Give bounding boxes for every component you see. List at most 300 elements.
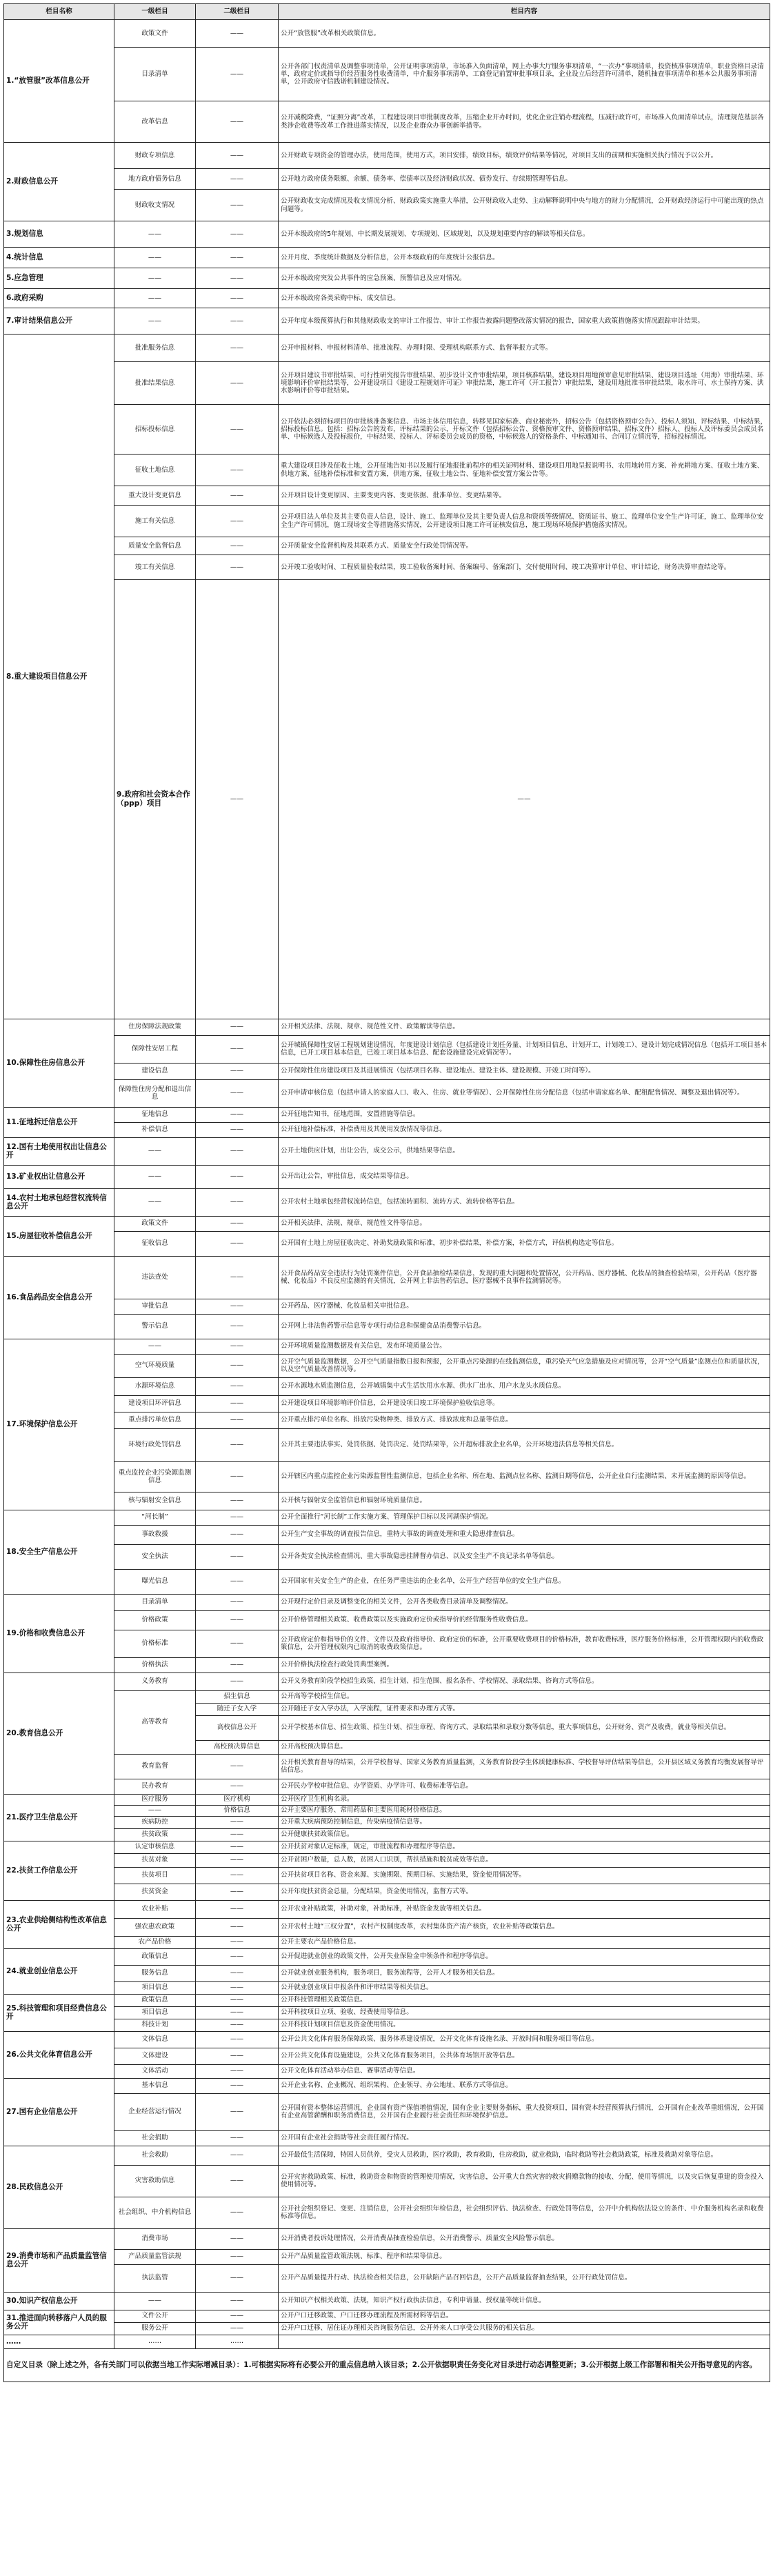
category-cell: 11.征地拆迁信息公开 <box>4 1107 114 1137</box>
table-row <box>4 2064 770 2078</box>
category-cell: 30.知识产权信息公开 <box>4 2292 114 2310</box>
table-row <box>4 1314 770 1339</box>
level2-cell: —— <box>196 2019 279 2031</box>
level2-cell: —— <box>196 1918 279 1936</box>
table-row <box>4 2019 770 2031</box>
level2-cell: —— <box>196 20 279 48</box>
level2-cell: —— <box>196 1610 279 1630</box>
table-row <box>4 1428 770 1461</box>
table-row <box>4 1610 770 1630</box>
content-cell: 公开重大疾病预防控制信息，传染病疫情信息等。 <box>279 1816 770 1828</box>
table-row <box>4 2310 770 2322</box>
level2-cell: —— <box>196 405 279 455</box>
level1-cell: 水源环境信息 <box>114 1377 196 1395</box>
level1-cell: 招标投标信息 <box>114 405 196 455</box>
category-cell: 3.规划信息 <box>4 221 114 248</box>
level1-cell: 审批信息 <box>114 1299 196 1314</box>
content-cell: 公开扶贫项目名称、资金来源、实施期限、预期目标、实施结果，资金使用情况等。 <box>279 1867 770 1884</box>
level1-cell: —— <box>114 221 196 248</box>
content-cell: 公开健康扶贫政策信息。 <box>279 1828 770 1841</box>
level1-cell: —— <box>114 1339 196 1354</box>
content-cell: 公开农村土地“三权分置”，农村产权制度改革，农村集体资产清产核资，农业补贴等政策信息。 <box>279 1918 770 1936</box>
level2-cell: —— <box>196 1035 279 1063</box>
custom-catalog-note: 自定义目录（除上述之外，各有关部门可以依据当地工作实际增减目录）：1.可根据实际将有必要公开的重点信息纳入该目录；2.公开依据职责任务变化对目录进行动态调整更新；3.公开根据上级工作部署和相关公开指导意见的内容。 <box>4 2348 770 2382</box>
level2-cell: —— <box>196 2048 279 2064</box>
content-cell: 公开主要农产品价格信息。 <box>279 1936 770 1948</box>
category-cell: 1.“放管服”改革信息公开 <box>4 20 114 143</box>
table-row <box>4 1853 770 1867</box>
level2-cell: —— <box>196 1900 279 1918</box>
content-cell: 公开核与辐射安全监管信息和辐射环境质量信息。 <box>279 1492 770 1510</box>
content-cell: 公开科技计划项目信息及资金使用情况。 <box>279 2019 770 2031</box>
content-cell: 公开最低生活保障，特困人员供养，受灾人员救助，医疗救助，教育救助，住房救助，就业救助，临时救助等社会救助政策，标准及救助对象等信息。 <box>279 2146 770 2165</box>
table-row <box>4 2197 770 2228</box>
level1-cell: 文体活动 <box>114 2064 196 2078</box>
level1-cell: 核与辐射安全信息 <box>114 1492 196 1510</box>
content-cell: 公开扶贫对象认定标准，规定，审批流程和办理程序等信息。 <box>279 1841 770 1853</box>
category-cell: 21.医疗卫生信息公开 <box>4 1794 114 1841</box>
category-cell: 9.政府和社会资本合作（ppp）项目 <box>114 580 196 1019</box>
level2-cell: —— <box>196 2310 279 2322</box>
level1-cell: 产品质量监管法规 <box>114 2249 196 2264</box>
table-row <box>4 2006 770 2019</box>
table-row <box>4 1794 770 1805</box>
content-cell: 公开“放管服”改革相关政策信息。 <box>279 20 770 48</box>
level2-cell: —— <box>279 580 770 1019</box>
content-cell: 公开药品、医疗器械、化妆品相关审批信息。 <box>279 1299 770 1314</box>
content-cell: 公开全面推行“河长制”工作实施方案、管理保护目标以及河湖保护情况。 <box>279 1510 770 1525</box>
category-cell: 16.食品药品安全信息公开 <box>4 1256 114 1339</box>
content-cell: 公开项目法人单位及其主要负责人信息，设计、施工、监理单位及其主要负责人信息和资质等级情况、资质证书、施工、监理单位安全生产许可证，施工、监理单位安全生产许可情况，施工现场安全等措施落实情况，公开建设项目施工许可证核发信息，施工现场环境保护措施落实情况。 <box>279 506 770 537</box>
table-row <box>4 1231 770 1256</box>
content-cell: 公开灾害救助政策、标准，救助资金和物资的管理使用情况，灾害信息，公开重大自然灾害的救灾捐赠款物的接收、分配、使用等情况，以及灾后恢复重建的资金投入使用情况等。 <box>279 2165 770 2197</box>
level2-cell: —— <box>196 1395 279 1412</box>
table-row <box>4 1354 770 1377</box>
level1-cell: 价格政策 <box>114 1610 196 1630</box>
level2-cell: —— <box>196 1569 279 1594</box>
table-row <box>4 1828 770 1841</box>
level1-cell: 价格执法 <box>114 1657 196 1673</box>
content-cell: 公开农村土地承包经营权流转信息，包括流转面积、流转方式、流转价格等信息。 <box>279 1188 770 1216</box>
category-cell: 29.消费市场和产品质量监管信息公开 <box>4 2228 114 2292</box>
table-row <box>4 1779 770 1794</box>
content-cell: 公开消费者投诉处理情况，公开消费品抽查检验信息，公开消费警示、质量安全风险警示信息。 <box>279 2228 770 2249</box>
content-cell: 公开国有土地上房屋征收决定、补助奖励政策和标准，初步补偿结果，补偿方案，补偿方式，评估机构选定等信息。 <box>279 1231 770 1256</box>
level2-cell: —— <box>196 486 279 506</box>
category-cell: 20.教育信息公开 <box>4 1673 114 1794</box>
content-cell: 公开年度扶贫资金总量，分配结果，资金使用情况，监督方式等。 <box>279 1884 770 1900</box>
content-cell: 公开城镇保障性安居工程规划建设情况、年度建设计划信息（包括建设计划任务量、计划项目信息、计划开工、计划竣工）、建设计划完成情况信息（包括开工项目基本信息，已开工项目基本信息，已竣工项目基本信息、配套设施建设完成情况等）。 <box>279 1035 770 1063</box>
level2-cell: 招生信息 <box>196 1690 279 1703</box>
level1-cell: 地方政府债务信息 <box>114 169 196 190</box>
category-cell: 5.应急管理 <box>4 268 114 289</box>
table-row <box>4 1981 770 1994</box>
level2-cell: —— <box>196 1828 279 1841</box>
level1-cell: 建设信息 <box>114 1063 196 1079</box>
category-cell: 26.公共文化体育信息公开 <box>4 2031 114 2078</box>
table-row <box>4 506 770 537</box>
content-cell: 重大建设项目涉及征收土地，公开征地告知书以及履行征地报批前程序的相关证明材料、建设项目用地呈报说明书、农用地转用方案、补充耕地方案、征收土地方案、供地方案、征地补偿标准和安置方案，供地方案，征收土地公告、征地补偿安置方案公告等。 <box>279 455 770 486</box>
column-header-name: 栏目名称 <box>4 4 114 20</box>
table-row <box>4 1216 770 1231</box>
level2-cell: —— <box>196 2031 279 2048</box>
category-cell: 2.财政信息公开 <box>4 143 114 221</box>
content-cell: 公开医疗卫生机构名录。 <box>279 1794 770 1805</box>
level2-cell: —— <box>196 506 279 537</box>
level2-cell: —— <box>196 2078 279 2093</box>
level1-cell: 扶贫对象 <box>114 1853 196 1867</box>
content-cell: 公开政府定价和指导价的文件、文件以及政府指导价、政府定价的标准，公开重要收费项目的价格标准，教育收费标准，医疗服务价格标准，公开管理权限内的收费政策信息，公开管理权限内已取消的收费政策信息。 <box>279 1630 770 1657</box>
table-row <box>4 1594 770 1610</box>
table-row <box>4 537 770 555</box>
table-row <box>4 1884 770 1900</box>
level2-cell: —— <box>196 1339 279 1354</box>
category-cell: 23.农业供给侧结构性改革信息公开 <box>4 1900 114 1948</box>
table-row <box>4 1918 770 1936</box>
level2-cell: —— <box>196 289 279 308</box>
level2-cell: —— <box>196 1981 279 1994</box>
table-row <box>4 308 770 335</box>
content-cell: 公开农业补贴政策，补助对象，补助标准，补贴资金发放等相关信息。 <box>279 1900 770 1918</box>
level1-cell: …… <box>114 2335 196 2348</box>
level1-cell: 重大设计变更信息 <box>114 486 196 506</box>
level2-cell: —— <box>196 248 279 268</box>
content-cell: 公开贫困户数量，总人数，贫困人口识别，帮扶措施和脱贫成效等信息。 <box>279 1853 770 1867</box>
content-cell: 公开企业名称、企业概况、组织架构、企业领导、办公地址、联系方式等信息。 <box>279 2078 770 2093</box>
content-cell: 公开环境质量监测数据及有关信息，发布环境质量公告。 <box>279 1339 770 1354</box>
table-row <box>4 580 770 1019</box>
level2-cell: —— <box>196 143 279 169</box>
content-cell: 公开价格管理相关政策、收费政策以及实施政府定价或指导价的经营服务性收费信息。 <box>279 1610 770 1630</box>
table-row <box>4 1965 770 1981</box>
table-row <box>4 1339 770 1354</box>
level1-cell: 竣工有关信息 <box>114 555 196 580</box>
level2-cell: —— <box>196 1122 279 1137</box>
level1-cell: 征收信息 <box>114 1231 196 1256</box>
table-row <box>4 1035 770 1063</box>
level2-cell: —— <box>196 1657 279 1673</box>
content-cell: 公开辖区内重点监控企业污染源监督性监测信息，包括企业名称、所在地、监测点位名称、监测日期等信息，公开企业自行监测结果、未开展监测的原因等信息。 <box>279 1461 770 1492</box>
table-row <box>4 1657 770 1673</box>
level1-cell: 服务信息 <box>114 1965 196 1981</box>
level1-cell: 灾害救助信息 <box>114 2165 196 2197</box>
level2-cell: —— <box>196 1936 279 1948</box>
custom-catalog-row <box>4 2348 770 2382</box>
content-cell: 公开现行定价目录及调整变化的相关文件，公开各类收费目录清单及调整情况。 <box>279 1594 770 1610</box>
table-row <box>4 2264 770 2292</box>
table-row <box>4 1107 770 1122</box>
content-cell: 公开重点排污单位名称、排放污染物种类、排放方式、排放浓度和总量等信息。 <box>279 1412 770 1428</box>
content-cell: 公开生产安全事故的调查报告信息，重特大事故的调查处理和重大隐患排查信息。 <box>279 1525 770 1544</box>
content-cell: 公开产品质量提升行动、执法检查相关信息，公开缺陷产品召回信息，公开产品质量监督抽查结果，公开行政处罚信息。 <box>279 2264 770 2292</box>
level2-cell: —— <box>196 1461 279 1492</box>
content-cell: 公开水源地水质监测信息，公开城镇集中式生活饮用水水源、供水厂出水、用户水龙头水质信息。 <box>279 1377 770 1395</box>
level1-cell: 事故救援 <box>114 1525 196 1544</box>
level1-cell: 文件公开 <box>114 2310 196 2322</box>
table-row <box>4 362 770 405</box>
level2-cell: —— <box>196 1377 279 1395</box>
table-row <box>4 1412 770 1428</box>
category-cell: 25.科技管理和项目经费信息公开 <box>4 1994 114 2031</box>
category-cell: 6.政府采购 <box>4 289 114 308</box>
content-cell: 公开相关法律、法规、规章、规范性文件等信息。 <box>279 1216 770 1231</box>
level1-cell: 民办教育 <box>114 1779 196 1794</box>
table-row <box>4 1630 770 1657</box>
level1-cell: 财政专项信息 <box>114 143 196 169</box>
table-row <box>4 1900 770 1918</box>
level1-cell: —— <box>114 2292 196 2310</box>
category-cell: …… <box>4 2335 114 2348</box>
level2-cell: —— <box>196 1063 279 1079</box>
content-cell: 公开地方政府债务限额、余额、债务率、偿债率以及经济财政状况、债券发行、存续期管理等信息。 <box>279 169 770 190</box>
level1-cell: —— <box>114 248 196 268</box>
level1-cell: 保障性住房分配和退出信息 <box>114 1079 196 1107</box>
level1-cell: 项目信息 <box>114 2006 196 2019</box>
level1-cell: 社会救助 <box>114 2146 196 2165</box>
content-cell: 公开民办学校审批信息、办学资质、办学许可、收费标准等信息。 <box>279 1779 770 1794</box>
level2-cell: —— <box>196 1492 279 1510</box>
content-cell: 公开出让公告，审批信息，成交结果等信息。 <box>279 1165 770 1188</box>
category-cell: 24.就业创业信息公开 <box>4 1948 114 1994</box>
level2-cell: —— <box>196 1079 279 1107</box>
content-cell: 公开相关法律、法规、规章、规范性文件、政策解读等信息。 <box>279 1019 770 1035</box>
content-cell: 公开产品质量监管政策法规、标准、程序和结果等信息。 <box>279 2249 770 2264</box>
content-cell: 公开公共文化体育设施建设，公共文化体育服务项目，公共体育场馆开放等信息。 <box>279 2048 770 2064</box>
level2-cell: —— <box>196 1412 279 1428</box>
category-cell: 17.环境保护信息公开 <box>4 1339 114 1510</box>
table-row <box>4 101 770 143</box>
table-row <box>4 1299 770 1314</box>
table-row <box>4 1461 770 1492</box>
table-row <box>4 1256 770 1299</box>
level1-cell: —— <box>114 268 196 289</box>
level1-cell: —— <box>114 308 196 335</box>
table-row <box>4 48 770 101</box>
table-row <box>4 2249 770 2264</box>
level1-cell: 农产品价格 <box>114 1936 196 1948</box>
level1-cell: 空气环境质量 <box>114 1354 196 1377</box>
level2-cell: —— <box>196 268 279 289</box>
level2-cell: —— <box>196 2264 279 2292</box>
category-cell: 7.审计结果信息公开 <box>4 308 114 335</box>
category-cell: 10.保障性住房信息公开 <box>4 1019 114 1107</box>
level1-cell: 政策信息 <box>114 1994 196 2006</box>
level2-cell: 医疗机构 <box>196 1794 279 1805</box>
content-cell: 公开年度本级预算执行和其他财政收支的审计工作报告、审计工作报告披露问题整改落实情况的报告，国家重大政策措施落实情况跟踪审计结果。 <box>279 308 770 335</box>
level2-cell: —— <box>196 48 279 101</box>
level2-cell: —— <box>196 1754 279 1779</box>
level2-cell: —— <box>196 455 279 486</box>
level1-cell: 曝光信息 <box>114 1569 196 1594</box>
level2-cell: —— <box>196 1841 279 1853</box>
level1-cell: 质量安全监督信息 <box>114 537 196 555</box>
level1-cell: 教育监督 <box>114 1754 196 1779</box>
level1-cell: —— <box>114 1188 196 1216</box>
level1-cell: —— <box>114 1805 196 1816</box>
level2-cell: —— <box>196 2130 279 2146</box>
content-cell: 公开户口迁移政策、户口迁移办理流程及所需材料等信息。 <box>279 2310 770 2322</box>
table-row <box>4 1569 770 1594</box>
level2-cell: —— <box>196 1630 279 1657</box>
content-cell: 公开学校基本信息、招生政策、招生计划、招生章程、咨询方式、录取结果和录取分数等信息，重大事项信息，公开财务、资产及收费，就业等相关信息。 <box>279 1715 770 1740</box>
level1-cell: 价格标准 <box>114 1630 196 1657</box>
level1-cell: 批准结果信息 <box>114 362 196 405</box>
content-cell: 公开主要医疗服务、常用药品和主要医用耗材价格信息。 <box>279 1805 770 1816</box>
level1-cell: 疾病防控 <box>114 1816 196 1828</box>
level1-cell: 重点监控企业污染源监测信息 <box>114 1461 196 1492</box>
content-cell: 公开相关教育督导的结果，公开学校督导、国家义务教育质量监测，义务教育阶段学生体质健康标准、学校督导评估结果等信息，公开县区域义务教育均衡发展督导评估信息。 <box>279 1754 770 1779</box>
table-row <box>4 2335 770 2348</box>
table-row <box>4 1690 770 1703</box>
level2-cell: —— <box>196 2064 279 2078</box>
content-cell: 公开高等学校招生信息。 <box>279 1690 770 1703</box>
content-cell: 公开价格执法检查行政处罚典型案例。 <box>279 1657 770 1673</box>
level1-cell: —— <box>114 1137 196 1165</box>
content-cell: 公开本级政府各类采购中标、成交信息。 <box>279 289 770 308</box>
content-cell: 公开竣工验收时间、工程质量验收结果，竣工验收备案时间、备案编号、备案部门，交付使用时间、竣工决算审计单位、审计结论，财务决算审查结论等。 <box>279 555 770 580</box>
level2-cell: —— <box>196 1165 279 1188</box>
category-cell: 15.房屋征收补偿信息公开 <box>4 1216 114 1256</box>
level2-cell: —— <box>196 1544 279 1569</box>
level2-cell: —— <box>196 308 279 335</box>
level2-cell: —— <box>196 1884 279 1900</box>
table-row <box>4 143 770 169</box>
level2-cell: —— <box>196 1853 279 1867</box>
level2-cell: —— <box>196 1867 279 1884</box>
level2-cell: —— <box>196 1428 279 1461</box>
table-row <box>4 2322 770 2335</box>
level1-cell: 征地信息 <box>114 1107 196 1122</box>
table-row <box>4 1510 770 1525</box>
content-cell: 公开科技管理相关政策信息。 <box>279 1994 770 2006</box>
content-cell: 公开征地补偿标准，补偿费用及其使用发放情况等信息。 <box>279 1122 770 1137</box>
level2-cell: —— <box>196 1525 279 1544</box>
level2-cell: —— <box>196 1299 279 1314</box>
level2-cell: —— <box>196 1948 279 1965</box>
level1-cell: —— <box>114 289 196 308</box>
table-row <box>4 1019 770 1035</box>
level2-cell: —— <box>196 2006 279 2019</box>
table-row <box>4 169 770 190</box>
category-cell: 28.民政信息公开 <box>4 2146 114 2228</box>
content-cell: 公开随迁子女入学办法，入学流程，证件要求和办理方式等。 <box>279 1703 770 1715</box>
content-cell: 公开项目设计变更原因、主要变更内容、变更依据、批准单位、变更结果等。 <box>279 486 770 506</box>
table-row <box>4 1525 770 1544</box>
level2-cell: —— <box>196 2292 279 2310</box>
table-row <box>4 248 770 268</box>
table-row <box>4 2130 770 2146</box>
table-row <box>4 486 770 506</box>
content-cell: 公开国有资本整体运营情况，企业国有资产保值增值情况，国有企业主要财务指标，重大投资项目，国有资本经营预算执行情况，公开国有企业改革重组情况，公开国有企业高管薪酬和职务消费信息，公开国有企业履行社会责任和环境保护信息。 <box>279 2093 770 2130</box>
content-cell: 公开保障性住房建设项目及其进展情况（包括项目名称、建设地点、建设主体、建设规模、开竣工时间等）。 <box>279 1063 770 1079</box>
content-cell <box>279 2335 770 2348</box>
content-cell: 公开科技项目立项、验收、经费使用等信息。 <box>279 2006 770 2019</box>
level1-cell: 政策信息 <box>114 1948 196 1965</box>
content-cell: 公开月度、季度统计数据及分析信息，公开本级政府的年度统计公报信息。 <box>279 248 770 268</box>
level1-cell: 扶贫项目 <box>114 1867 196 1884</box>
content-cell: 公开依法必须招标项目的审批核准备案信息、市场主体信用信息，转移见国家标准、商业秘密外，招标公告（包括资格预审公告）、投标人须知、评标结果、中标结果，招标投标信息。包括：招标公告的发布，评标结果的公示，开标文件（包括招标公告、资格预审文件、资格预审结果、招标文件）招标人、投标人及评标委员会成员名单、中标候选人及投标报价，中标结果、投标人、评标委员会成员的资格，中标候选人的资格条件、中标通知书、合同订立情况等，招标投标情况。 <box>279 405 770 455</box>
level2-cell: —— <box>196 221 279 248</box>
table-row <box>4 335 770 362</box>
content-cell: 公开建设项目环境影响评价信息，公开建设项目竣工环境保护验收信息等。 <box>279 1395 770 1412</box>
level1-cell: 住房保障法规政策 <box>114 1019 196 1035</box>
table-row <box>4 455 770 486</box>
level2-cell: —— <box>196 1510 279 1525</box>
level1-cell: 项目信息 <box>114 1981 196 1994</box>
table-row <box>4 1816 770 1828</box>
level1-cell: 保障性安居工程 <box>114 1035 196 1063</box>
level1-cell: 建设项目环评信息 <box>114 1395 196 1412</box>
content-cell: 公开申请审核信息（包括申请人的家庭人口、收入、住房、就业等情况）、公开保障性住房分配信息（包括申请家庭名单、配租配售情况、调整及退出情况等）。 <box>279 1079 770 1107</box>
table-row <box>4 2165 770 2197</box>
content-cell: 公开国有企业社会捐助等社会责任履行情况。 <box>279 2130 770 2146</box>
level2-cell: —— <box>196 1019 279 1035</box>
table-row <box>4 405 770 455</box>
level2-cell: —— <box>196 1256 279 1299</box>
level2-cell: —— <box>196 2093 279 2130</box>
table-row <box>4 2078 770 2093</box>
category-cell: 18.安全生产信息公开 <box>4 1510 114 1594</box>
level1-cell: 强农惠农政策 <box>114 1918 196 1936</box>
level1-cell: 政策文件 <box>114 1216 196 1231</box>
content-cell: 公开户口迁移、居住证办理相关咨询服务信息，公开外来人口享受公共服务的相关信息。 <box>279 2322 770 2335</box>
column-header-level2: 二级栏目 <box>196 4 279 20</box>
level2-cell: —— <box>196 362 279 405</box>
level1-cell: 社会捐助 <box>114 2130 196 2146</box>
level2-cell: 高校信息公开 <box>196 1715 279 1740</box>
level2-cell: —— <box>196 190 279 221</box>
content-cell: 公开财政收支完成情况及收支情况分析、财政政策实施重大举措，公开财政收入走势、主动解释说明中央与地方的财力分配情况，公开财政经济运行中可能出现的热点问题等。 <box>279 190 770 221</box>
content-cell: 公开土地供应计划，出让公告，成交公示，供地结果等信息。 <box>279 1137 770 1165</box>
content-cell: 公开申报材料、申报材料清单、批准流程、办理时限、受理机构联系方式、监督举报方式等。 <box>279 335 770 362</box>
level2-cell: —— <box>196 1594 279 1610</box>
level1-cell: 安全执法 <box>114 1544 196 1569</box>
table-row <box>4 1188 770 1216</box>
content-cell: 公开国家有关安全生产的企业，在任务严重违法的企业名单，公开生产经营单位的安全生产信息。 <box>279 1569 770 1594</box>
level2-cell: —— <box>196 169 279 190</box>
table-row <box>4 1841 770 1853</box>
table-row <box>4 555 770 580</box>
table-row <box>4 1377 770 1395</box>
table-row <box>4 1673 770 1690</box>
table-row <box>4 1122 770 1137</box>
content-cell: 公开征地告知书，征地范围，安置措施等信息。 <box>279 1107 770 1122</box>
level2-cell: —— <box>196 1107 279 1122</box>
table-row <box>4 20 770 48</box>
level1-cell: 环境行政处罚信息 <box>114 1428 196 1461</box>
level1-cell: 基本信息 <box>114 2078 196 2093</box>
content-cell: 公开网上非法售药警示信息等专项行动信息和保健食品消费警示信息。 <box>279 1314 770 1339</box>
content-cell: 公开各类安全执法检查情况、重大事故隐患挂牌督办信息、以及安全生产不良记录名单等信息。 <box>279 1544 770 1569</box>
level2-cell: —— <box>196 2322 279 2335</box>
level2-cell: —— <box>196 101 279 143</box>
level1-cell: 警示信息 <box>114 1314 196 1339</box>
level1-cell: 社会组织、中介机构信息 <box>114 2197 196 2228</box>
table-row <box>4 2048 770 2064</box>
level2-cell: 高校预决算信息 <box>196 1740 279 1754</box>
level2-cell: —— <box>196 2165 279 2197</box>
level2-cell: —— <box>196 1354 279 1377</box>
level2-cell: —— <box>196 1216 279 1231</box>
table-row <box>4 1137 770 1165</box>
level1-cell: 征收土地信息 <box>114 455 196 486</box>
level1-cell: 重点排污单位信息 <box>114 1412 196 1428</box>
level1-cell: —— <box>196 580 279 1019</box>
content-cell: 公开财政专项资金的管理办法，使用范围，使用方式，项目安排，绩效目标，绩效评价结果等情况，对项目支出的前期和实施相关执行情况予以公开。 <box>279 143 770 169</box>
category-cell: 14.农村土地承包经营权流转信息公开 <box>4 1188 114 1216</box>
level2-cell: …… <box>196 2335 279 2348</box>
level2-cell: —— <box>196 2197 279 2228</box>
